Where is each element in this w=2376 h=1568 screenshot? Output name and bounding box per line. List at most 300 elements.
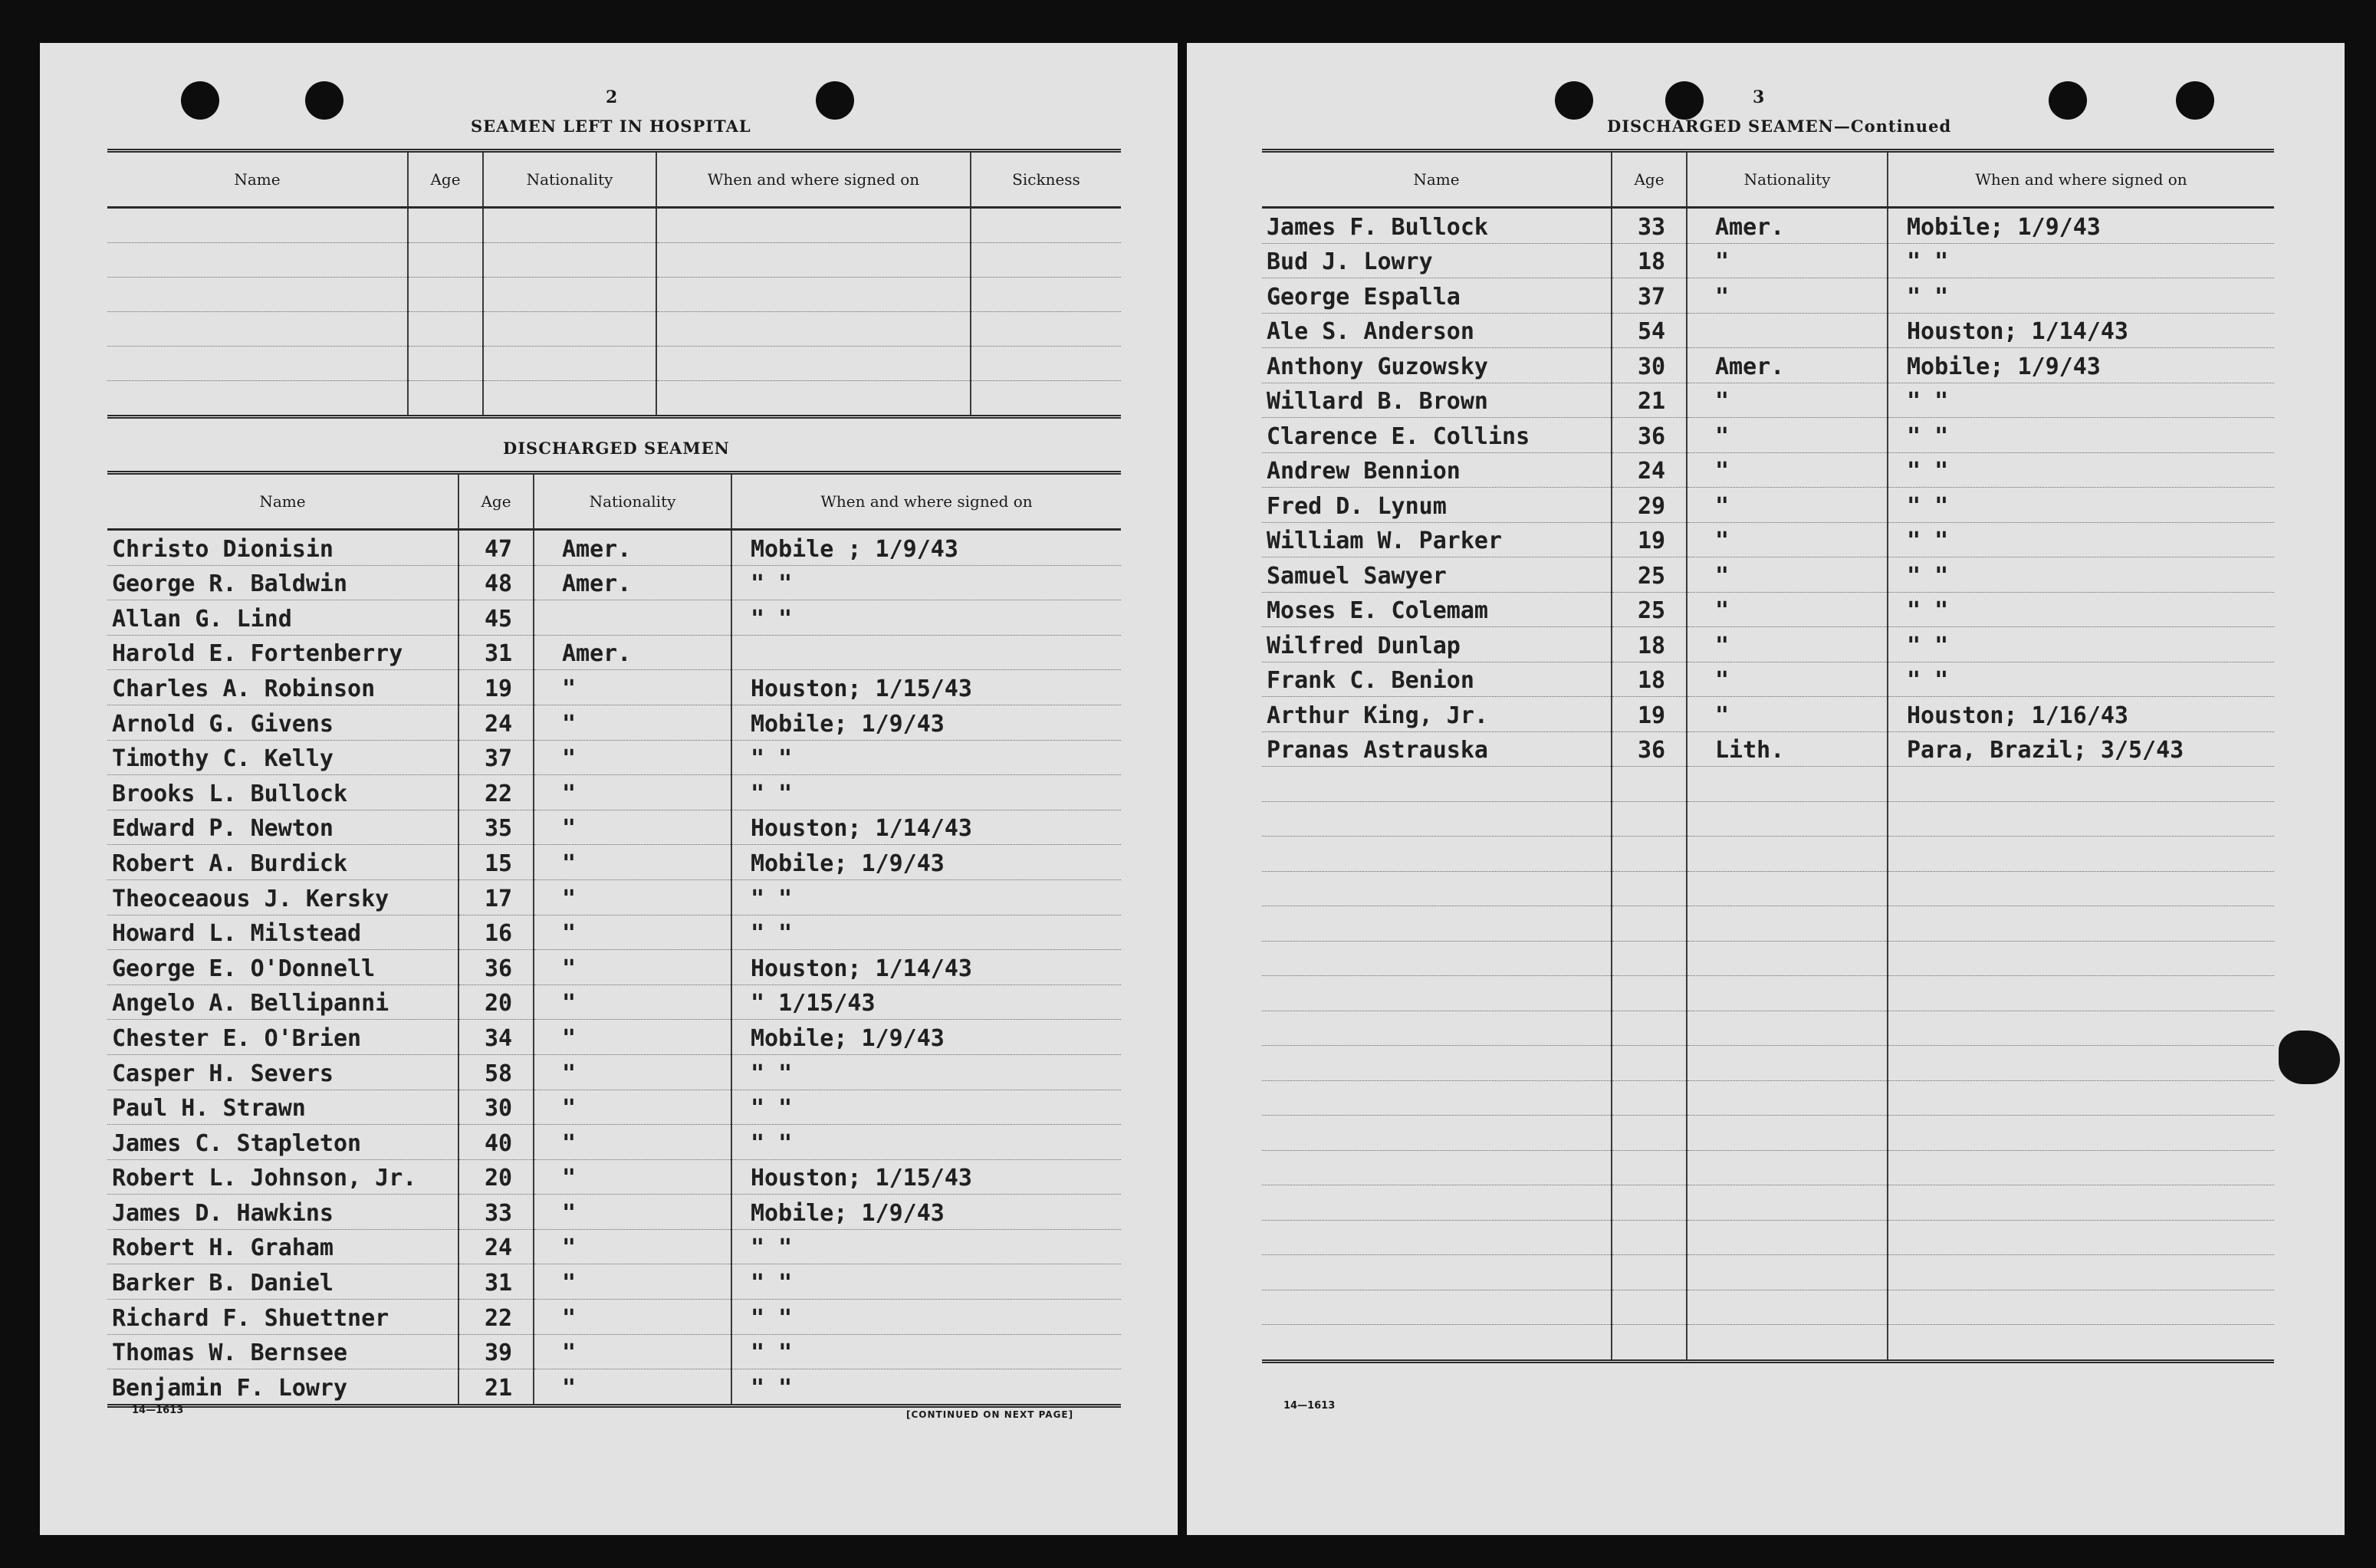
name-cell: James F. Bullock xyxy=(1262,208,1612,244)
continued-note: [CONTINUED ON NEXT PAGE] xyxy=(906,1409,1074,1420)
signed-on-cell xyxy=(1888,976,2274,1011)
age-cell xyxy=(1612,1011,1687,1046)
column-header-name: Name xyxy=(1262,151,1612,208)
table-row xyxy=(107,243,1121,278)
signed-on-cell: Mobile ; 1/9/43 xyxy=(731,530,1121,566)
punch-hole xyxy=(1665,81,1704,120)
nationality-cell: Lith. xyxy=(1687,731,1888,767)
nationality-cell: Amer. xyxy=(1687,208,1888,244)
name-cell xyxy=(107,208,408,243)
name-cell: Brooks L. Bullock xyxy=(107,775,458,810)
table-row xyxy=(1262,767,2274,802)
punch-hole xyxy=(1555,81,1593,120)
column-header-age: Age xyxy=(458,473,534,530)
name-cell xyxy=(1262,1220,1612,1255)
name-cell: Robert A. Burdick xyxy=(107,845,458,880)
table-row xyxy=(107,530,1121,566)
name-cell: Paul H. Strawn xyxy=(107,1090,458,1125)
table-row xyxy=(107,1300,1121,1335)
nationality-cell xyxy=(483,278,656,312)
nationality-cell xyxy=(534,600,731,636)
age-cell: 33 xyxy=(1612,208,1687,244)
signed-on-cell: " " xyxy=(731,879,1121,915)
age-cell xyxy=(1612,906,1687,942)
table-row xyxy=(107,915,1121,950)
age-cell: 20 xyxy=(458,985,534,1020)
table-row xyxy=(1262,1255,2274,1290)
table-row xyxy=(107,670,1121,705)
name-cell xyxy=(1262,906,1612,942)
table-row xyxy=(1262,1325,2274,1362)
age-cell xyxy=(1612,1290,1687,1325)
signed-on-cell: " " xyxy=(731,1125,1121,1160)
name-cell: Angelo A. Bellipanni xyxy=(107,985,458,1020)
signed-on-cell xyxy=(1888,837,2274,872)
age-cell: 25 xyxy=(1612,592,1687,627)
nationality-cell: " xyxy=(534,915,731,950)
nationality-cell xyxy=(1687,1220,1888,1255)
signed-on-cell: " " xyxy=(1888,662,2274,697)
age-cell: 40 xyxy=(458,1125,534,1160)
table-row xyxy=(1262,488,2274,523)
nationality-cell xyxy=(1687,871,1888,906)
age-cell: 36 xyxy=(1612,418,1687,453)
punch-hole xyxy=(2049,81,2087,120)
table-row xyxy=(107,565,1121,600)
page-number: 2 xyxy=(606,87,618,107)
table-row xyxy=(1262,383,2274,418)
nationality-cell xyxy=(1687,1116,1888,1151)
table-row xyxy=(1262,627,2274,662)
table-row xyxy=(107,278,1121,312)
column-header-age: Age xyxy=(1612,151,1687,208)
signed-on-cell xyxy=(1888,906,2274,942)
name-cell xyxy=(1262,1011,1612,1046)
signed-on-cell: Mobile; 1/9/43 xyxy=(731,705,1121,740)
age-cell: 22 xyxy=(458,1300,534,1335)
table-row xyxy=(107,705,1121,740)
nationality-cell: " xyxy=(534,1195,731,1230)
signed-on-cell: Houston; 1/15/43 xyxy=(731,1159,1121,1195)
nationality-cell: " xyxy=(534,740,731,775)
discharged-table xyxy=(107,471,1121,1408)
age-cell xyxy=(408,312,483,347)
signed-on-cell xyxy=(1888,1116,2274,1151)
name-cell: Arthur King, Jr. xyxy=(1262,697,1612,732)
nationality-cell xyxy=(1687,1290,1888,1325)
age-cell xyxy=(1612,1116,1687,1151)
nationality-cell: " xyxy=(534,1229,731,1264)
name-cell xyxy=(107,312,408,347)
nationality-cell: Amer. xyxy=(534,530,731,566)
table-row xyxy=(1262,1080,2274,1116)
table-row xyxy=(107,879,1121,915)
name-cell: Barker B. Daniel xyxy=(107,1264,458,1300)
age-cell xyxy=(1612,1255,1687,1290)
name-cell: Willard B. Brown xyxy=(1262,383,1612,418)
age-cell xyxy=(1612,1185,1687,1221)
age-cell: 35 xyxy=(458,810,534,845)
age-cell xyxy=(1612,767,1687,802)
signed-on-cell xyxy=(1888,1150,2274,1185)
age-cell: 48 xyxy=(458,565,534,600)
nationality-cell xyxy=(1687,801,1888,837)
name-cell xyxy=(1262,767,1612,802)
table-row xyxy=(107,1264,1121,1300)
table-row xyxy=(107,381,1121,417)
nationality-cell xyxy=(483,381,656,417)
signed-on-cell: " 1/15/43 xyxy=(731,985,1121,1020)
nationality-cell xyxy=(1687,1080,1888,1116)
form-number: 14—1613 xyxy=(132,1405,184,1416)
nationality-cell: " xyxy=(1687,488,1888,523)
age-cell xyxy=(408,208,483,243)
age-cell: 45 xyxy=(458,600,534,636)
signed-on-cell: " " xyxy=(1888,522,2274,557)
table-row xyxy=(107,1054,1121,1090)
signed-on-cell: Houston; 1/15/43 xyxy=(731,670,1121,705)
table-row xyxy=(1262,278,2274,314)
signed-on-cell xyxy=(1888,801,2274,837)
name-cell: Bud J. Lowry xyxy=(1262,243,1612,278)
signed-on-cell: " " xyxy=(731,1369,1121,1406)
table-row xyxy=(1262,208,2274,244)
table-row xyxy=(1262,557,2274,593)
table-row xyxy=(1262,418,2274,453)
signed-on-cell: " " xyxy=(731,740,1121,775)
age-cell: 17 xyxy=(458,879,534,915)
signed-on-cell xyxy=(1888,1080,2274,1116)
age-cell: 31 xyxy=(458,635,534,670)
age-cell: 36 xyxy=(458,950,534,985)
nationality-cell: " xyxy=(534,670,731,705)
nationality-cell xyxy=(1687,1325,1888,1362)
signed-on-cell: " " xyxy=(1888,383,2274,418)
nationality-cell: " xyxy=(1687,418,1888,453)
age-cell: 24 xyxy=(458,1229,534,1264)
table-row xyxy=(1262,697,2274,732)
column-header-signed-on: When and where signed on xyxy=(656,151,971,208)
punch-hole xyxy=(816,81,854,120)
name-cell: Christo Dionisin xyxy=(107,530,458,566)
continued-section-title: DISCHARGED SEAMEN—Continued xyxy=(1607,117,1952,136)
name-cell: Robert H. Graham xyxy=(107,1229,458,1264)
name-cell xyxy=(1262,801,1612,837)
nationality-cell: " xyxy=(534,705,731,740)
column-header-nationality: Nationality xyxy=(534,473,731,530)
nationality-cell xyxy=(1687,941,1888,976)
age-cell: 47 xyxy=(458,530,534,566)
name-cell: Howard L. Milstead xyxy=(107,915,458,950)
name-cell: Casper H. Severs xyxy=(107,1054,458,1090)
nationality-cell: " xyxy=(534,879,731,915)
nationality-cell: " xyxy=(534,985,731,1020)
name-cell: Edward P. Newton xyxy=(107,810,458,845)
name-cell xyxy=(1262,1080,1612,1116)
name-cell: George E. O'Donnell xyxy=(107,950,458,985)
nationality-cell: " xyxy=(534,1334,731,1369)
name-cell: Clarence E. Collins xyxy=(1262,418,1612,453)
column-header-name: Name xyxy=(107,151,408,208)
table-row xyxy=(107,635,1121,670)
age-cell: 20 xyxy=(458,1159,534,1195)
signed-on-cell: " " xyxy=(731,1054,1121,1090)
age-cell xyxy=(408,347,483,381)
table-row xyxy=(107,1229,1121,1264)
name-cell: Pranas Astrauska xyxy=(1262,731,1612,767)
name-cell: William W. Parker xyxy=(1262,522,1612,557)
punch-hole xyxy=(305,81,343,120)
name-cell: George R. Baldwin xyxy=(107,565,458,600)
punch-hole xyxy=(181,81,219,120)
name-cell xyxy=(1262,941,1612,976)
nationality-cell xyxy=(1687,313,1888,348)
signed-on-cell: Mobile; 1/9/43 xyxy=(1888,348,2274,383)
signed-on-cell: " " xyxy=(1888,418,2274,453)
age-cell xyxy=(1612,837,1687,872)
discharged-section-title: DISCHARGED SEAMEN xyxy=(503,439,730,458)
signed-on-cell: Houston; 1/14/43 xyxy=(731,810,1121,845)
table-row xyxy=(1262,1046,2274,1081)
nationality-cell: " xyxy=(534,1369,731,1406)
table-row xyxy=(1262,801,2274,837)
nationality-cell xyxy=(1687,767,1888,802)
name-cell: Ale S. Anderson xyxy=(1262,313,1612,348)
nationality-cell xyxy=(483,312,656,347)
age-cell: 34 xyxy=(458,1020,534,1055)
sickness-cell xyxy=(971,381,1121,417)
signed-on-cell: Mobile; 1/9/43 xyxy=(731,1020,1121,1055)
nationality-cell: " xyxy=(534,1090,731,1125)
table-row xyxy=(107,600,1121,636)
signed-on-cell xyxy=(656,208,971,243)
nationality-cell: " xyxy=(1687,278,1888,314)
hospital-section-title: SEAMEN LEFT IN HOSPITAL xyxy=(471,117,751,136)
name-cell: Timothy C. Kelly xyxy=(107,740,458,775)
signed-on-cell: Mobile; 1/9/43 xyxy=(731,845,1121,880)
age-cell: 29 xyxy=(1612,488,1687,523)
name-cell: Allan G. Lind xyxy=(107,600,458,636)
nationality-cell: " xyxy=(534,1054,731,1090)
name-cell xyxy=(107,381,408,417)
age-cell: 24 xyxy=(458,705,534,740)
table-row xyxy=(107,740,1121,775)
table-row xyxy=(107,1195,1121,1230)
signed-on-cell: " " xyxy=(731,1334,1121,1369)
age-cell: 18 xyxy=(1612,662,1687,697)
table-row xyxy=(107,208,1121,243)
age-cell: 19 xyxy=(1612,522,1687,557)
signed-on-cell: " " xyxy=(1888,278,2274,314)
nationality-cell xyxy=(1687,976,1888,1011)
signed-on-cell xyxy=(1888,1290,2274,1325)
age-cell xyxy=(1612,1080,1687,1116)
discharged-continued-table xyxy=(1262,149,2274,1363)
age-cell: 30 xyxy=(1612,348,1687,383)
left-page xyxy=(40,43,1178,1535)
age-cell xyxy=(1612,871,1687,906)
nationality-cell: " xyxy=(1687,452,1888,488)
name-cell xyxy=(1262,1116,1612,1151)
sickness-cell xyxy=(971,243,1121,278)
nationality-cell: " xyxy=(534,810,731,845)
nationality-cell: " xyxy=(1687,383,1888,418)
name-cell: George Espalla xyxy=(1262,278,1612,314)
table-row xyxy=(107,845,1121,880)
age-cell xyxy=(1612,1325,1687,1362)
nationality-cell: Amer. xyxy=(534,635,731,670)
column-header-nationality: Nationality xyxy=(483,151,656,208)
table-row xyxy=(1262,662,2274,697)
signed-on-cell xyxy=(1888,941,2274,976)
signed-on-cell xyxy=(1888,1255,2274,1290)
signed-on-cell: Para, Brazil; 3/5/43 xyxy=(1888,731,2274,767)
column-header-signed-on: When and where signed on xyxy=(731,473,1121,530)
table-row xyxy=(1262,348,2274,383)
name-cell: Charles A. Robinson xyxy=(107,670,458,705)
table-row xyxy=(1262,243,2274,278)
name-cell: Benjamin F. Lowry xyxy=(107,1369,458,1406)
nationality-cell: " xyxy=(1687,557,1888,593)
table-row xyxy=(1262,1185,2274,1221)
name-cell xyxy=(1262,871,1612,906)
page-number: 3 xyxy=(1753,87,1765,107)
right-page xyxy=(1187,43,2345,1535)
nationality-cell xyxy=(1687,906,1888,942)
age-cell xyxy=(1612,1150,1687,1185)
signed-on-cell: " " xyxy=(1888,627,2274,662)
nationality-cell: " xyxy=(1687,627,1888,662)
table-row xyxy=(1262,837,2274,872)
name-cell: Harold E. Fortenberry xyxy=(107,635,458,670)
signed-on-cell: " " xyxy=(731,1090,1121,1125)
name-cell xyxy=(1262,1290,1612,1325)
signed-on-cell xyxy=(1888,1046,2274,1081)
age-cell: 18 xyxy=(1612,627,1687,662)
nationality-cell xyxy=(483,347,656,381)
nationality-cell: " xyxy=(534,1159,731,1195)
name-cell xyxy=(1262,1046,1612,1081)
sickness-cell xyxy=(971,278,1121,312)
table-row xyxy=(107,985,1121,1020)
name-cell: Andrew Bennion xyxy=(1262,452,1612,488)
age-cell xyxy=(1612,1046,1687,1081)
age-cell: 16 xyxy=(458,915,534,950)
signed-on-cell: " " xyxy=(731,600,1121,636)
table-row xyxy=(107,347,1121,381)
nationality-cell: Amer. xyxy=(1687,348,1888,383)
signed-on-cell: Houston; 1/14/43 xyxy=(731,950,1121,985)
table-row xyxy=(1262,1220,2274,1255)
signed-on-cell xyxy=(1888,1325,2274,1362)
ink-stain xyxy=(2279,1031,2340,1084)
name-cell: Moses E. Colemam xyxy=(1262,592,1612,627)
table-row xyxy=(1262,976,2274,1011)
table-row xyxy=(107,1020,1121,1055)
age-cell: 21 xyxy=(1612,383,1687,418)
name-cell xyxy=(1262,1150,1612,1185)
age-cell: 18 xyxy=(1612,243,1687,278)
column-header-sickness: Sickness xyxy=(971,151,1121,208)
age-cell: 31 xyxy=(458,1264,534,1300)
form-number: 14—1613 xyxy=(1283,1400,1336,1412)
age-cell: 24 xyxy=(1612,452,1687,488)
age-cell: 37 xyxy=(1612,278,1687,314)
signed-on-cell: " " xyxy=(1888,488,2274,523)
signed-on-cell xyxy=(656,243,971,278)
signed-on-cell: " " xyxy=(1888,452,2274,488)
age-cell: 30 xyxy=(458,1090,534,1125)
signed-on-cell: Houston; 1/14/43 xyxy=(1888,313,2274,348)
name-cell: Arnold G. Givens xyxy=(107,705,458,740)
table-row xyxy=(107,1159,1121,1195)
name-cell xyxy=(1262,1185,1612,1221)
age-cell xyxy=(408,381,483,417)
nationality-cell: " xyxy=(534,1020,731,1055)
table-row xyxy=(1262,452,2274,488)
nationality-cell: " xyxy=(534,775,731,810)
age-cell xyxy=(408,278,483,312)
signed-on-cell: Mobile; 1/9/43 xyxy=(1888,208,2274,244)
name-cell: Richard F. Shuettner xyxy=(107,1300,458,1335)
signed-on-cell xyxy=(656,312,971,347)
nationality-cell: " xyxy=(1687,662,1888,697)
age-cell: 39 xyxy=(458,1334,534,1369)
age-cell: 58 xyxy=(458,1054,534,1090)
name-cell: Anthony Guzowsky xyxy=(1262,348,1612,383)
column-header-name: Name xyxy=(107,473,458,530)
table-row xyxy=(1262,1290,2274,1325)
table-row xyxy=(1262,1116,2274,1151)
table-row xyxy=(1262,592,2274,627)
punch-hole xyxy=(2176,81,2214,120)
signed-on-cell: " " xyxy=(731,775,1121,810)
age-cell xyxy=(408,243,483,278)
name-cell: James C. Stapleton xyxy=(107,1125,458,1160)
nationality-cell: " xyxy=(1687,243,1888,278)
name-cell: James D. Hawkins xyxy=(107,1195,458,1230)
age-cell: 21 xyxy=(458,1369,534,1406)
table-row xyxy=(107,1334,1121,1369)
name-cell: Thomas W. Bernsee xyxy=(107,1334,458,1369)
signed-on-cell: " " xyxy=(731,915,1121,950)
nationality-cell: " xyxy=(534,1300,731,1335)
signed-on-cell xyxy=(1888,1011,2274,1046)
age-cell: 36 xyxy=(1612,731,1687,767)
age-cell xyxy=(1612,976,1687,1011)
nationality-cell: " xyxy=(1687,592,1888,627)
name-cell: Frank C. Benion xyxy=(1262,662,1612,697)
signed-on-cell xyxy=(731,635,1121,670)
sickness-cell xyxy=(971,312,1121,347)
name-cell xyxy=(107,278,408,312)
table-row xyxy=(1262,313,2274,348)
sickness-cell xyxy=(971,208,1121,243)
name-cell: Samuel Sawyer xyxy=(1262,557,1612,593)
name-cell xyxy=(1262,1255,1612,1290)
table-row xyxy=(1262,941,2274,976)
table-row xyxy=(107,1369,1121,1406)
nationality-cell: " xyxy=(534,950,731,985)
age-cell: 33 xyxy=(458,1195,534,1230)
signed-on-cell: Mobile; 1/9/43 xyxy=(731,1195,1121,1230)
age-cell xyxy=(1612,941,1687,976)
name-cell xyxy=(1262,837,1612,872)
nationality-cell xyxy=(1687,1011,1888,1046)
age-cell: 54 xyxy=(1612,313,1687,348)
nationality-cell xyxy=(483,208,656,243)
age-cell: 19 xyxy=(458,670,534,705)
